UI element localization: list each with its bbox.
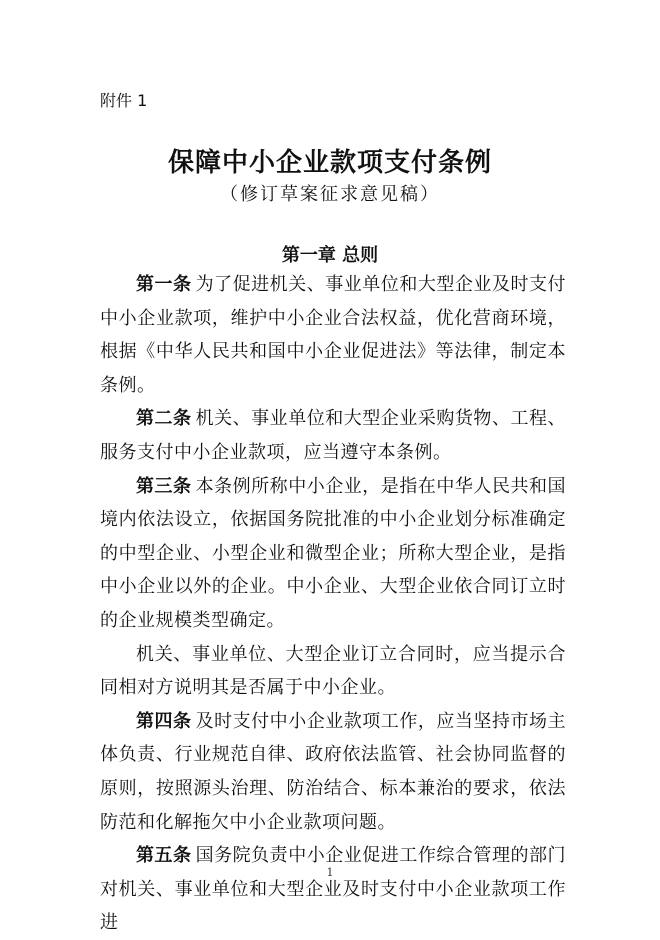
article-paragraph	[100, 402, 566, 469]
article-paragraph	[100, 705, 566, 839]
article-number: 第二条	[136, 408, 192, 430]
article-text: 本条例所称中小企业，是指在中华人民共和国境内依法设立，依据国务院批准的中小企业划分标准确定的中型企业、小型企业和微型企业；所称大型企业，是指中小企业以外的企业。中小企业、大型企业依合同订立时的企业规模类型确定。	[100, 475, 567, 631]
article-number: 第一条	[136, 274, 192, 295]
article-text: 国务院负责中小企业促进工作综合管理的部门对机关、事业单位和大型企业及时支付中小企业款项工作进	[100, 845, 567, 934]
page-number: 1	[326, 866, 334, 879]
document-title: 保障中小企业款项支付条例	[167, 148, 492, 178]
article-text: 及时支付中小企业款项工作，应当坚持市场主体负责、行业规范自律、政府依法监管、社会协同监督的原则，按照源头治理、防治结合、标本兼治的要求，依法防范和化解拖欠中小企业款项问题。	[100, 710, 567, 833]
article-text: 机关、事业单位和大型企业采购货物、工程、服务支付中小企业款项，应当遵守本条例。	[100, 408, 567, 463]
article-number: 第五条	[136, 845, 192, 867]
article-paragraph	[100, 470, 566, 638]
article-number: 第三条	[136, 475, 192, 497]
attachment-label: 附件 1	[100, 91, 148, 110]
article-text: 为了促进机关、事业单位和大型企业及时支付中小企业款项，维护中小企业合法权益，优化营商环境，根据《中华人民共和国中小企业促进法》等法律，制定本条例。	[100, 274, 567, 396]
article-paragraph	[100, 839, 566, 940]
paragraph-text: 机关、事业单位、大型企业订立合同时，应当提示合同相对方说明其是否属于中小企业。	[100, 643, 566, 699]
continuation-paragraph	[100, 638, 566, 705]
article-number: 第四条	[136, 710, 192, 732]
chapter-heading: 第一章 总则	[281, 245, 379, 266]
article-paragraph	[100, 268, 566, 402]
document-subtitle: （修订草案征求意见稿）	[220, 184, 440, 205]
document-body	[100, 268, 566, 940]
